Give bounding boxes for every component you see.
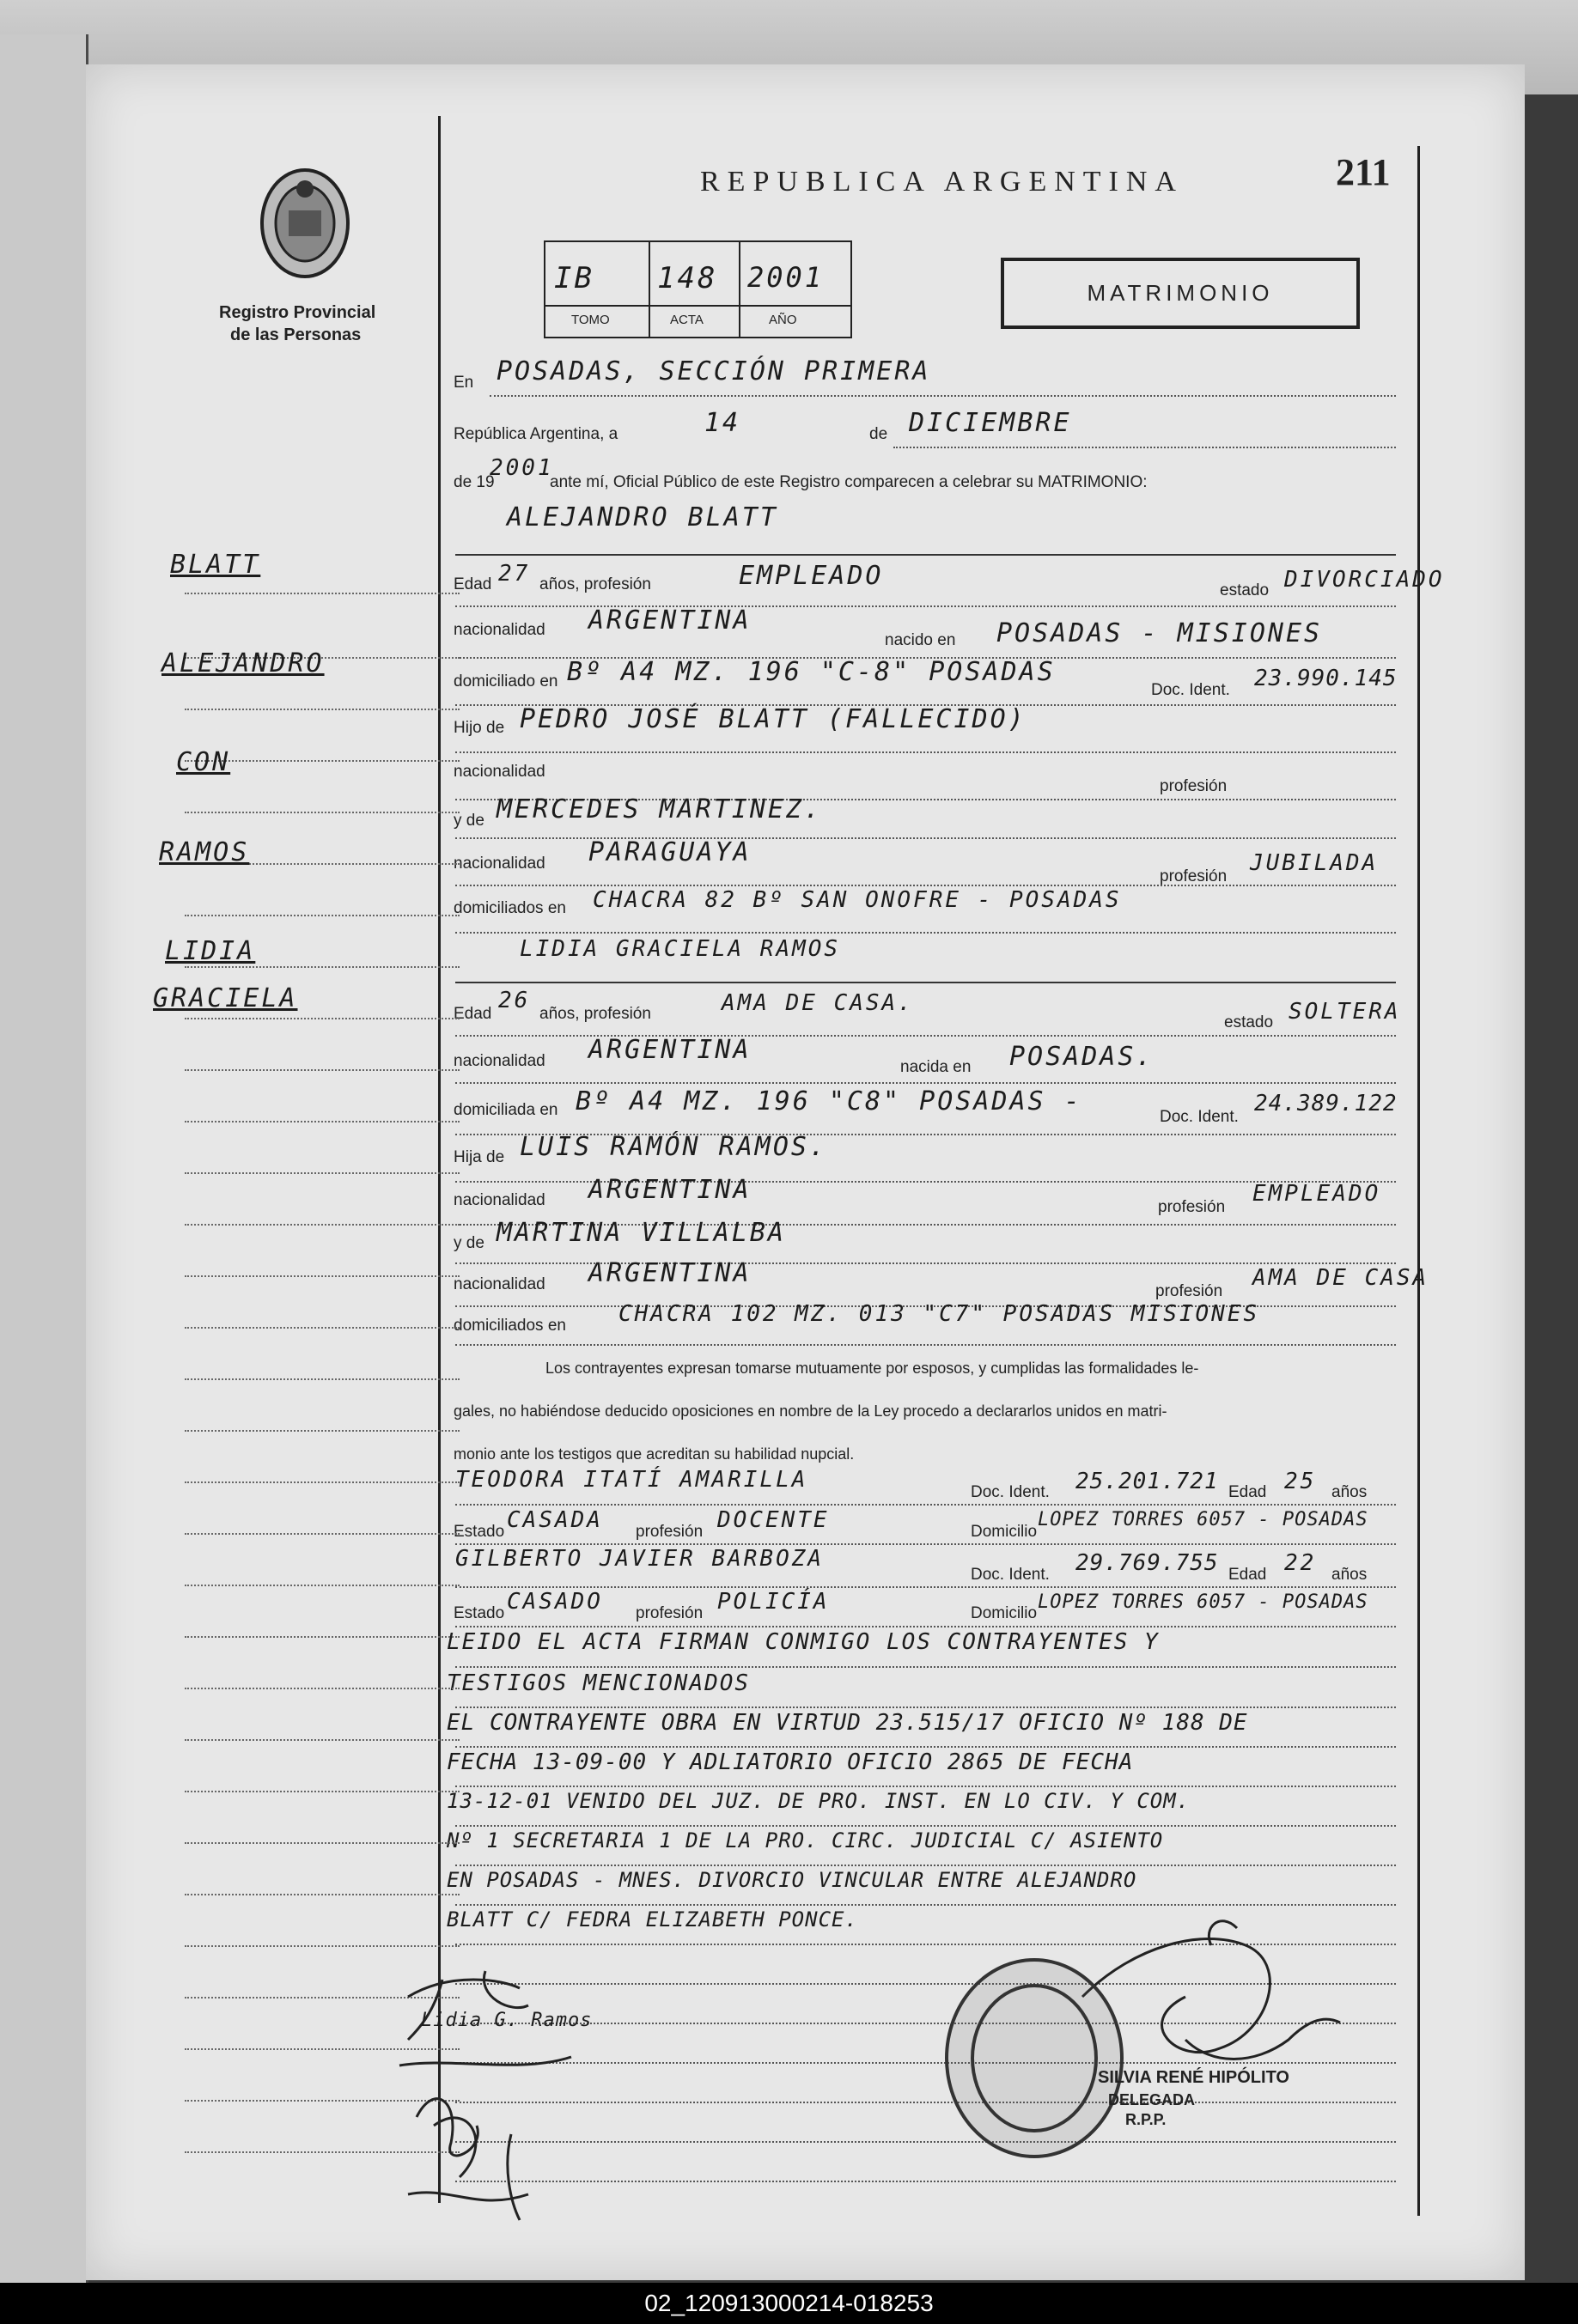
witness1-age-suffix: años xyxy=(1331,1483,1368,1501)
groom-estado: DIVORCIADO xyxy=(1284,567,1445,593)
line xyxy=(455,885,1396,886)
stamp-org: R.P.P. xyxy=(1125,2111,1167,2128)
coat-of-arms-icon xyxy=(256,163,355,283)
stamp-title: DELEGADA xyxy=(1108,2091,1196,2108)
groom-father: PEDRO JOSÉ BLATT (FALLECIDO) xyxy=(520,704,1027,734)
note-line-1: LEIDO EL ACTA FIRMAN CONMIGO LOS CONTRAYENTES Y xyxy=(447,1629,1160,1655)
note-line-8: BLATT C/ FEDRA ELIZABETH PONCE. xyxy=(447,1907,858,1932)
witness2-age: 22 xyxy=(1284,1550,1317,1576)
republic-label: República Argentina, a xyxy=(454,425,618,443)
witness1-domicilio-label: Domicilio xyxy=(971,1523,1038,1541)
bride-age: 26 xyxy=(498,988,531,1013)
right-rule xyxy=(1417,146,1420,2216)
groom-mother: MERCEDES MARTINEZ. xyxy=(497,794,823,824)
witness1-domicilio: LOPEZ TORRES 6057 - POSADAS xyxy=(1038,1509,1368,1530)
sidebar-name-4: RAMOS xyxy=(159,837,250,867)
sidebar-name-2: ALEJANDRO xyxy=(161,648,325,678)
sidebar-name-6: GRACIELA xyxy=(153,983,298,1013)
witness2-age-label: Edad xyxy=(1228,1566,1267,1584)
bride-father-prof: EMPLEADO xyxy=(1252,1181,1381,1207)
witness2-estado-label: Estado xyxy=(454,1604,505,1622)
year-value: 2001 xyxy=(490,455,554,481)
groom-mother-nat-label: nacionalidad xyxy=(454,855,545,873)
bride-father-nat: ARGENTINA xyxy=(588,1175,752,1205)
groom-parents-addr-label: domiciliados en xyxy=(454,899,566,917)
bride-mother-prof: AMA DE CASA xyxy=(1252,1265,1429,1291)
groom-doc-label: Doc. Ident. xyxy=(1151,681,1230,699)
bride-born: POSADAS. xyxy=(1009,1042,1155,1072)
register-page xyxy=(86,64,1525,2280)
stamp-inner-ring xyxy=(971,1984,1098,2132)
record-box xyxy=(544,240,852,338)
groom-doc: 23.990.145 xyxy=(1254,666,1398,691)
en-label: En xyxy=(454,374,474,392)
witness2-age-suffix: años xyxy=(1331,1566,1368,1584)
tomo-label: TOMO xyxy=(571,313,610,327)
groom-born-label: nacido en xyxy=(885,631,956,649)
line xyxy=(455,1626,1396,1627)
witness2-doc: 29.769.755 xyxy=(1075,1550,1219,1576)
groom-father-nat-label: nacionalidad xyxy=(454,763,545,781)
note-line-3: EL CONTRAYENTE OBRA EN VIRTUD 23.515/17 OFICIO Nº 188 DE xyxy=(447,1710,1248,1736)
witness1-doc: 25.201.721 xyxy=(1075,1469,1219,1494)
registry-name-line2: de las Personas xyxy=(230,325,362,344)
groom-nat: ARGENTINA xyxy=(588,605,752,636)
witness1-prof: DOCENTE xyxy=(717,1507,830,1533)
line xyxy=(455,932,1396,934)
acta-label: ACTA xyxy=(670,313,704,327)
line xyxy=(455,1504,1396,1506)
line xyxy=(490,395,1396,397)
line xyxy=(893,447,1396,448)
page-number: 211 xyxy=(1336,151,1391,193)
bride-estado: SOLTERA xyxy=(1289,999,1401,1025)
note-line-6: Nº 1 SECRETARIA 1 DE LA PRO. CIRC. JUDICIAL C/ ASIENTO xyxy=(447,1828,1164,1853)
line xyxy=(455,1825,1396,1827)
line xyxy=(455,982,1396,983)
margin-rule xyxy=(438,116,441,2203)
line xyxy=(455,1786,1396,1787)
groom-name: ALEJANDRO BLATT xyxy=(507,502,778,532)
acta-value: 148 xyxy=(657,261,718,295)
footer-id: 02_120913000214-018253 xyxy=(0,2283,1578,2324)
bride-father-label: Hija de xyxy=(454,1148,505,1166)
sidebar-name-3: CON xyxy=(176,747,231,777)
witness1-prof-label: profesión xyxy=(636,1523,704,1541)
bride-father-nat-label: nacionalidad xyxy=(454,1191,545,1209)
bride-address-label: domiciliada en xyxy=(454,1101,558,1119)
line xyxy=(455,1344,1396,1346)
groom-nat-label: nacionalidad xyxy=(454,621,545,639)
intro-sentence: ante mí, Oficial Público de este Registro comparecen a celebrar su MATRIMONIO: xyxy=(550,473,1148,491)
line xyxy=(455,1543,1396,1545)
line xyxy=(455,1666,1396,1668)
witness2-prof-label: profesión xyxy=(636,1604,704,1622)
groom-address-label: domiciliado en xyxy=(454,672,558,691)
note-line-2: TESTIGOS MENCIONADOS xyxy=(447,1670,751,1696)
witness1-estado-label: Estado xyxy=(454,1523,505,1541)
line xyxy=(455,1082,1396,1084)
groom-mother-prof-label: profesión xyxy=(1160,867,1228,885)
bride-mother-prof-label: profesión xyxy=(1155,1282,1223,1300)
bride-estado-label: estado xyxy=(1224,1013,1274,1031)
line xyxy=(455,1746,1396,1748)
witness2-domicilio: LOPEZ TORRES 6057 - POSADAS xyxy=(1038,1591,1368,1613)
groom-age-suffix: años, profesión xyxy=(539,575,651,593)
witness2-prof: POLICÍA xyxy=(717,1589,830,1615)
groom-mother-nat: PARAGUAYA xyxy=(588,837,752,867)
line xyxy=(455,1586,1396,1588)
note-line-7: EN POSADAS - MNES. DIVORCIO VINCULAR ENTRE ALEJANDRO xyxy=(447,1868,1137,1892)
tomo-value: IB xyxy=(554,261,594,295)
bride-doc-label: Doc. Ident. xyxy=(1160,1108,1239,1126)
groom-estado-label: estado xyxy=(1220,581,1270,599)
witness2-name: GILBERTO JAVIER BARBOZA xyxy=(455,1546,825,1572)
left-book-page xyxy=(0,34,88,2284)
groom-father-prof-label: profesión xyxy=(1160,777,1228,795)
witness1-age-label: Edad xyxy=(1228,1483,1267,1501)
groom-parents-addr: CHACRA 82 Bº SAN ONOFRE - POSADAS xyxy=(593,887,1122,913)
witness1-doc-label: Doc. Ident. xyxy=(971,1483,1050,1501)
ano-label: AÑO xyxy=(769,313,797,327)
de-label: de xyxy=(869,425,888,443)
bride-nat: ARGENTINA xyxy=(588,1035,752,1065)
groom-father-label: Hijo de xyxy=(454,719,505,737)
signature-text: Lidia G. Ramos xyxy=(421,2010,593,2031)
month-value: DICIEMBRE xyxy=(909,408,1072,438)
country-title: REPUBLICA ARGENTINA xyxy=(700,166,1184,198)
sidebar-name-1: BLATT xyxy=(170,550,261,580)
line xyxy=(455,1706,1396,1708)
line xyxy=(455,554,1396,556)
bride-born-label: nacida en xyxy=(900,1058,972,1076)
groom-profession: EMPLEADO xyxy=(739,561,884,591)
witness2-estado: CASADO xyxy=(507,1589,603,1615)
groom-age-label: Edad xyxy=(454,575,492,593)
bride-age-label: Edad xyxy=(454,1005,492,1023)
groom-born: POSADAS - MISIONES xyxy=(996,618,1323,648)
line xyxy=(455,1865,1396,1866)
groom-age: 27 xyxy=(498,561,531,587)
bride-nat-label: nacionalidad xyxy=(454,1052,545,1070)
bride-doc: 24.389.122 xyxy=(1254,1091,1398,1116)
bride-profession: AMA DE CASA. xyxy=(722,990,914,1016)
bride-mother-nat-label: nacionalidad xyxy=(454,1275,545,1293)
bride-father: LUIS RAMÓN RAMOS. xyxy=(520,1132,828,1162)
ano-value: 2001 xyxy=(747,261,825,294)
bride-father-prof-label: profesión xyxy=(1158,1198,1226,1216)
witness2-doc-label: Doc. Ident. xyxy=(971,1566,1050,1584)
signatures-left xyxy=(382,1937,666,2237)
groom-mother-label: y de xyxy=(454,812,484,830)
bride-parents-addr: CHACRA 102 MZ. 013 "C7" POSADAS MISIONES xyxy=(618,1301,1260,1327)
witness1-name: TEODORA ITATÍ AMARILLA xyxy=(455,1467,808,1493)
note-line-4: FECHA 13-09-00 Y ADLIATORIO OFICIO 2865 DE FECHA xyxy=(447,1749,1134,1775)
year-prefix: de 19 xyxy=(454,473,495,491)
witness2-domicilio-label: Domicilio xyxy=(971,1604,1038,1622)
registry-name-line1: Registro Provincial xyxy=(219,303,376,322)
sidebar-name-5: LIDIA xyxy=(165,936,256,966)
declaration-line3: monio ante los testigos que acreditan su habilidad nupcial. xyxy=(454,1445,855,1463)
place-value: POSADAS, SECCIÓN PRIMERA xyxy=(497,356,931,386)
declaration-line2: gales, no habiéndose deducido oposiciones en nombre de la Ley procedo a declararlos unidos en matri- xyxy=(454,1402,1167,1420)
bride-name: LIDIA GRACIELA RAMOS xyxy=(520,936,841,962)
day-value: 14 xyxy=(704,408,741,438)
note-line-5: 13-12-01 VENIDO DEL JUZ. DE PRO. INST. EN LO CIV. Y COM. xyxy=(447,1789,1191,1813)
groom-address: Bº A4 MZ. 196 "C-8" POSADAS xyxy=(567,657,1056,687)
groom-mother-prof: JUBILADA xyxy=(1250,850,1379,876)
bride-mother-nat: ARGENTINA xyxy=(588,1258,752,1288)
bride-address: Bº A4 MZ. 196 "C8" POSADAS - xyxy=(576,1086,1082,1116)
bride-mother: MARTINA VILLALBA xyxy=(497,1218,786,1248)
declaration-line1: Los contrayentes expresan tomarse mutuamente por esposos, y cumplidas las formalidades le- xyxy=(545,1360,1199,1377)
bride-parents-addr-label: domiciliados en xyxy=(454,1317,566,1335)
act-type-box: MATRIMONIO xyxy=(1001,258,1360,329)
stamp-name: SILVIA RENÉ HIPÓLITO xyxy=(1098,2068,1289,2087)
bride-mother-label: y de xyxy=(454,1234,484,1252)
witness1-age: 25 xyxy=(1284,1469,1317,1494)
bride-age-suffix: años, profesión xyxy=(539,1005,651,1023)
witness1-estado: CASADA xyxy=(507,1507,603,1533)
line xyxy=(455,751,1396,753)
